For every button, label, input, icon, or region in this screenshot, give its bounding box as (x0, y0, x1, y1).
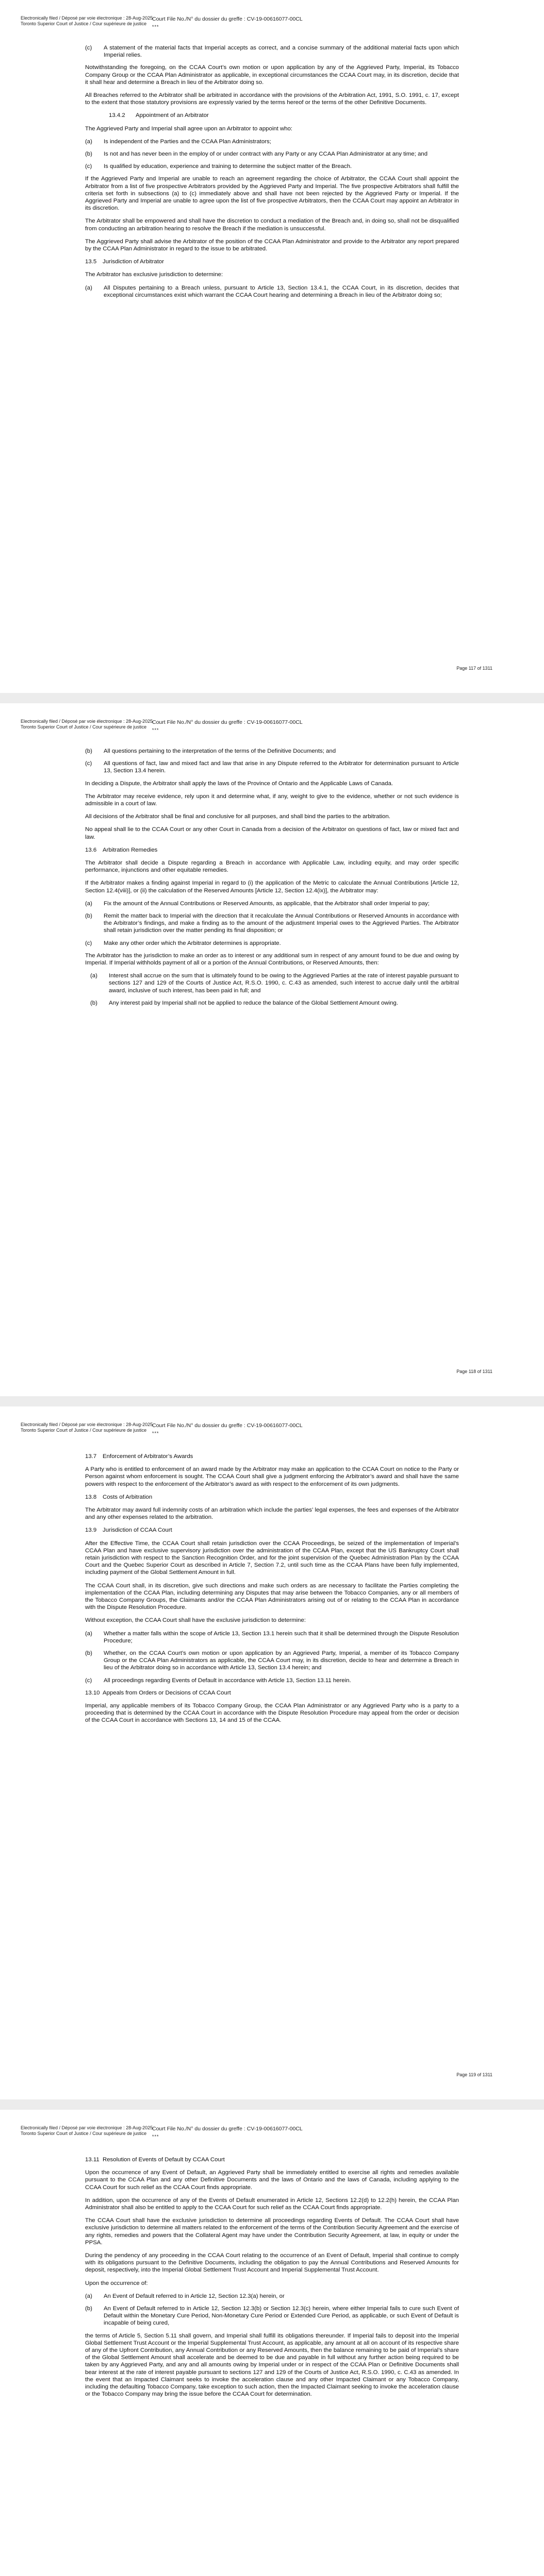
page (0, 1406, 544, 2099)
list-item-label: (a) (85, 2293, 92, 2299)
stamp-line: Toronto Superior Court of Justice / Cour supérieure de justice (21, 2131, 147, 2136)
list-item-text: Is not and has never been in the employ of or under contract with any Party or any CCAA Plan Administrator at any time; and (104, 151, 428, 158)
section-number: 13.11 (85, 2157, 100, 2163)
header-marks: *** (152, 24, 159, 29)
paragraph: During the pendency of any proceeding in the CCAA Court relating to the occurrence of an Event of Default, Imperial shall continue to comply with its obligations pursuant to the Definitive Documents, including the obligation to pay the Annual Contributions and Reserved Amounts for deposit, respectively, into the Imperial Global Settlement Trust Account and Imperial Supplemental Trust Account. (85, 2252, 459, 2274)
list-item (85, 1677, 459, 1684)
list-item-label: (a) (90, 973, 97, 979)
list-item-label: (c) (85, 760, 92, 767)
list-item-text: Any interest paid by Imperial shall not be applied to reduce the balance of the Global Settlement Amount owing. (109, 999, 399, 1006)
list-item-text: Remit the matter back to Imperial with the direction that it recalculate the Annual Contributions or Reserved Amounts in accordance with the Arbitrator’s findings, and make a finding as to the amount of the adjustment Imperial owes to the Aggrieved Parties. The Arbitrator shall retain jurisdiction over the matter pending its final disposition; or (104, 913, 459, 934)
paragraph: After the Effective Time, the CCAA Court shall retain jurisdiction over the CCAA Proceedings, be seized of the implementation of Imperial’s CCAA Plan and have exclusive supervisory jurisdiction over the administration of the CCAA Plan, except that the US Bankruptcy Court shall retain jurisdiction with respect to the Sanction Recognition Order, and for the joint supervision of the Quebec Administration Plan by the CCAA Court and the Quebec Superior Court as described in Article 7, Section 7.2, until such time as the CCAA Plans have been fully implemented, including payment of the Global Settlement Amount in full. (85, 1540, 459, 1576)
list-item (85, 999, 459, 1007)
efiling-stamp (21, 719, 153, 730)
page-header (21, 2125, 459, 2154)
list-item (85, 2305, 459, 2327)
header-marks: *** (152, 1431, 159, 1436)
paragraph: The Aggrieved Party shall advise the Arbitrator of the position of the CCAA Plan Administrator and provide to the Arbitrator any report prepared by the CCAA Plan Administrator in regard to the issue to be arbitrated. (85, 238, 459, 252)
paragraph: Imperial, any applicable members of its Tobacco Company Group, the CCAA Plan Administrator or any Aggrieved Party who is a party to a proceeding that is determined by the CCAA Court in accordance with the Dispute Resolution Procedure may appeal from the order or decision of the CCAA Court in accordance with Sections 13, 14 and 15 of the CCAA. (85, 1703, 459, 1724)
stamp-line: Toronto Superior Court of Justice / Cour supérieure de justice (21, 21, 147, 26)
list-item-text: Make any other order which the Arbitrator determines is appropriate. (104, 940, 281, 946)
efiling-stamp (21, 2125, 153, 2137)
stamp-line: Toronto Superior Court of Justice / Cour supérieure de justice (21, 724, 147, 730)
list-item-label: (b) (85, 151, 92, 158)
paragraph: The Arbitrator has the jurisdiction to make an order as to interest or any additional sum in respect of any amount found to be due and owing by Imperial. If Imperial withholds payment of all or a portion of the Annual Contributions, or Reserved Amounts, then: (85, 952, 459, 967)
section-number: 13.8 (85, 1494, 97, 1500)
paragraph: A Party who is entitled to enforcement of an award made by the Arbitrator may make an application to the CCAA Court on notice to the Party or Person against whom enforcement is sought. The CCAA Court shall give a judgment enforcing the Arbitrator’s award and shall have the same powers with respect to the enforcement of the Arbitrator’s award as with respect to the enforcement of its own judgments. (85, 1466, 459, 1487)
list-item-text: Interest shall accrue on the sum that is ultimately found to be owing to the Aggrieved Parties at the rate of interest payable pursuant to sections 127 and 129 of the Courts of Justice Act, R.S.O. 1990, c. C.43 as amended, such interest to accrue daily until the arbitral award, inclusive of such interest, has been paid in full; and (109, 973, 459, 994)
list-item-text: Is qualified by education, experience and training to determine the subject matter of the Breach. (104, 163, 352, 170)
list-item-text: Whether, on the CCAA Court’s own motion or upon application by an Aggrieved Party, Imperial, a member of its Tobacco Company Group or the CCAA Plan Administrators as applicable, the CCAA Court may, in its discretion, decide to hear and determine a Breach in lieu of the Arbitrator doing so in accordance with Article 13, Section 13.4 herein; and (104, 1650, 459, 1671)
list-item-text: Is independent of the Parties and the CCAA Plan Administrators; (104, 138, 271, 145)
stamp-line: Electronically filed / Déposé par voie électronique : 28-Aug-2025 (21, 1422, 153, 1427)
section-number: 13.7 (85, 1453, 97, 1460)
subsection-heading (85, 112, 459, 119)
section-number: 13.5 (85, 259, 97, 265)
paragraph: The CCAA Court shall, in its discretion, give such directions and make such orders as are necessary to facilitate the Parties completing the implementation of the CCAA Plan, including determining any Disputes that may arise between the Tobacco Companies, any or all members of the Tobacco Company Groups, the Claimants and/or the CCAA Plan Administrators arising out of or relating to the CCAA Plan in accordance with the Dispute Resolution Procedure. (85, 1582, 459, 1611)
list-item-text: Fix the amount of the Annual Contributions or Reserved Amounts, as applicable, that the Arbitrator shall order Imperial to pay; (104, 900, 430, 907)
list-item-label: (b) (85, 1650, 92, 1657)
page-header (21, 15, 459, 44)
list-item-text: Whether a matter falls within the scope of Article 13, Section 13.1 herein such that it shall be determined through the Dispute Resolution Procedure; (104, 1630, 459, 1644)
paragraph: In addition, upon the occurrence of any of the Events of Default enumerated in Article 12, Sections 12.2(d) to 12.2(h) herein, the CCAA Plan Administrator shall also be entitled to apply to the CCAA Court for such relief as the CCAA Court finds appropriate. (85, 2197, 459, 2211)
list-item (85, 2293, 459, 2300)
section-title: Jurisdiction of Arbitrator (103, 259, 164, 265)
efiling-stamp (21, 1422, 153, 1433)
section-title: Appointment of an Arbitrator (136, 112, 209, 119)
header-marks: *** (152, 2134, 159, 2139)
list-item-text: All Disputes pertaining to a Breach unless, pursuant to Article 13, Section 13.4.1, the CCAA Court, in its discretion, decides that exceptional circumstances exist which warrant the CCAA Court hearing and determining a Breach in lieu of the Arbitrator doing so; (104, 284, 459, 298)
list-item (85, 163, 459, 170)
list-item-label: (a) (85, 138, 92, 145)
header-marks: *** (152, 727, 159, 733)
list-item (85, 150, 459, 158)
section-title: Arbitration Remedies (103, 846, 158, 853)
section-heading (85, 1527, 459, 1534)
list-item-label: (c) (85, 163, 92, 170)
list-item (85, 748, 459, 755)
list-item (85, 940, 459, 947)
paragraph: If the Aggrieved Party and Imperial are unable to reach an agreement regarding the choice of Arbitrator, the CCAA Court shall appoint the Arbitrator from a list of five prospective Arbitrators provided by the Aggrieved Party and Imperial. The five prospective Arbitrators shall fulfill the criteria set forth in subsections (a) to (c) immediately above and shall have not been rejected by the Aggrieved Party or Imperial. If the Aggrieved Party and Imperial are unable to agree upon the list of five prospective Arbitrators, then the CCAA Court may appoint an Arbitrator in its discretion. (85, 176, 459, 212)
section-title: Appeals from Orders or Decisions of CCAA Court (103, 1689, 231, 1696)
page-body (85, 748, 459, 1007)
list-item-text: An Event of Default referred to in Article 12, Section 12.3(b) or Section 12.3(c) herein, where either Imperial fails to cure such Event of Default within the Monetary Cure Period, Non-Monetary Cure Period or Extended Cure Period, as applicable, or such Event of Default is incapable of being cured, (104, 2306, 459, 2327)
paragraph: If the Arbitrator makes a finding against Imperial in regard to (i) the application of the Metric to calculate the Annual Contributions [Article 12, Section 12.4(viii)], or (ii) the calculation of the Reserved Amounts [Article 12, Section 12.4(ix)], the Arbitrator may: (85, 880, 459, 894)
section-title: Resolution of Events of Default by CCAA Court (103, 2157, 225, 2163)
list-item-label: (c) (85, 940, 92, 946)
page (0, 2110, 544, 2576)
list-item-text: All proceedings regarding Events of Default in accordance with Article 13, Section 13.11 herein. (104, 1677, 351, 1684)
section-title: Costs of Arbitration (103, 1494, 153, 1500)
list-item (85, 138, 459, 145)
paragraph: No appeal shall lie to the CCAA Court or any other Court in Canada from a decision of the Arbitrator on questions of fact, law or mixed fact and law. (85, 826, 459, 840)
paragraph: All Breaches referred to the Arbitrator shall be arbitrated in accordance with the provisions of the Arbitration Act, 1991, S.O. 1991, c. 17, except to the extent that those statutory provisions are expressly varied by the terms hereof or the terms of the other Definitive Documents. (85, 92, 459, 106)
page-number: Page 119 of 1311 (456, 2072, 492, 2077)
court-file-number: Court File No./N° du dossier du greffe : CV-19-00616077-00CL (152, 2126, 303, 2132)
list-item (85, 972, 459, 994)
list-item (85, 284, 459, 299)
stamp-line: Toronto Superior Court of Justice / Cour supérieure de justice (21, 1428, 147, 1433)
paragraph: Without exception, the CCAA Court shall have the exclusive jurisdiction to determine: (85, 1617, 306, 1624)
page (0, 703, 544, 1396)
page-number: Page 118 of 1311 (456, 1369, 492, 1374)
paragraph: Upon the occurrence of: (85, 2280, 148, 2286)
list-item-text: All questions pertaining to the interpretation of the terms of the Definitive Documents; and (104, 748, 336, 754)
paragraph: The CCAA Court shall have the exclusive jurisdiction to determine all proceedings regarding Events of Default. The CCAA Court shall have exclusive jurisdiction to determine all matters related to the enforcement of the terms of the Contribution Security Agreement and the exercise of any rights, remedies and powers that the Collateral Agent may have under the Contribution Security Agreement, at law, in equity or under the PPSA. (85, 2217, 459, 2246)
section-heading (85, 258, 459, 265)
paragraph: The Arbitrator may award full indemnity costs of an arbitration which include the parties’ legal expenses, the fees and expenses of the Arbitrator and any other expenses related to the arbitration. (85, 1507, 459, 1521)
paragraph: All decisions of the Arbitrator shall be final and conclusive for all purposes, and shall bind the parties to the arbitration. (85, 814, 391, 820)
section-heading (85, 2156, 459, 2163)
page-number: Page 117 of 1311 (456, 666, 492, 671)
list-item-label: (b) (85, 2306, 92, 2312)
section-heading (85, 1494, 459, 1501)
list-item-label: (b) (85, 748, 92, 754)
stamp-line: Electronically filed / Déposé par voie électronique : 28-Aug-2025 (21, 719, 153, 724)
paragraph: In deciding a Dispute, the Arbitrator shall apply the laws of the Province of Ontario and the Applicable Laws of Canada. (85, 780, 393, 787)
stamp-line: Electronically filed / Déposé par voie électronique : 28-Aug-2025 (21, 2125, 153, 2130)
list-item-text: An Event of Default referred to in Article 12, Section 12.3(a) herein, or (104, 2293, 285, 2299)
paragraph: The Arbitrator has exclusive jurisdiction to determine: (85, 272, 223, 278)
page-header (21, 1422, 459, 1451)
stamp-line: Electronically filed / Déposé par voie électronique : 28-Aug-2025 (21, 15, 153, 21)
list-item-label: (a) (85, 1630, 92, 1637)
section-heading (85, 1689, 459, 1697)
paragraph: the terms of Article 5, Section 5.11 shall govern, and Imperial shall fulfill its obligations thereunder. If Imperial fails to deposit into the Imperial Global Settlement Trust Account or the Imperial Supplemental Trust Account, as applicable, any amount at all on account of its respective share of any of the Upfront Contribution, any Annual Contribution or any Reserved Amounts, then the balance remaining to be paid of Imperial’s share of the Global Settlement Amount shall accelerate and be deemed to be due and payable in full without any further action being required to be taken by any Aggrieved Party, and any and all amounts owing by Imperial under or in respect of the CCAA Plan or Definitive Documents shall bear interest at the rate of interest payable pursuant to sections 127 and 129 of the Courts of Justice Act, R.S.O. 1990, c. C.43 as amended. In the event that an Impacted Claimant seeks to invoke the acceleration clause and any other Impacted Claimant or any Tobacco Company, including the defaulting Tobacco Company, take exception to such action, then the Impacted Claimant seeking to invoke the acceleration clause or the Tobacco Company may bring the issue before the CCAA Court for determination. (85, 2332, 459, 2398)
list-item-label: (a) (85, 900, 92, 907)
paragraph: Notwithstanding the foregoing, on the CCAA Court’s own motion or upon application by any of the Aggrieved Party, Imperial, its Tobacco Company Group or the CCAA Plan Administrator as applicable, in exceptional circumstances the CCAA Court may, in its discretion, decide that it shall hear and determine a Breach in lieu of the Arbitrator doing so. (85, 64, 459, 86)
page-header (21, 719, 459, 748)
list-item (85, 912, 459, 935)
paragraph: The Arbitrator shall be empowered and shall have the discretion to conduct a mediation of the Breach and, in doing so, shall not be disqualified from conducting an arbitration hearing to resolve the Breach if the mediation is unsuccessful. (85, 218, 459, 232)
page-body (85, 44, 459, 299)
list-item-label: (a) (85, 284, 92, 291)
list-item-label: (b) (90, 999, 97, 1006)
list-item (85, 1650, 459, 1672)
page-body (85, 2156, 459, 2398)
list-item-label: (b) (85, 913, 92, 920)
list-item (85, 760, 459, 774)
section-number: 13.10 (85, 1689, 100, 1696)
paragraph: The Arbitrator shall decide a Dispute regarding a Breach in accordance with Applicable Law, including equity, and may order specific performance, injunctions and other equitable remedies. (85, 860, 459, 874)
paragraph: The Aggrieved Party and Imperial shall agree upon an Arbitrator to appoint who: (85, 125, 293, 132)
list-item-text: A statement of the material facts that Imperial accepts as correct, and a concise summary of the additional material facts upon which Imperial relies. (104, 45, 459, 59)
section-number: 13.9 (85, 1527, 97, 1534)
paragraph: The Arbitrator may receive evidence, rely upon it and determine what, if any, weight to give to the evidence, whether or not such evidence is admissible in a court of law. (85, 793, 459, 807)
section-heading (85, 1453, 459, 1460)
page-body (85, 1453, 459, 1724)
list-item-label: (c) (85, 1677, 92, 1684)
efiling-stamp (21, 15, 153, 27)
list-item-text: All questions of fact, law and mixed fact and law that arise in any Dispute referred to the Arbitrator for determination pursuant to Article 13, Section 13.4 herein. (104, 760, 459, 774)
section-number: 13.6 (85, 846, 97, 853)
section-title: Enforcement of Arbitrator’s Awards (103, 1453, 193, 1460)
court-file-number: Court File No./N° du dossier du greffe : CV-19-00616077-00CL (152, 16, 303, 22)
section-number: 13.4.2 (109, 112, 125, 119)
paragraph: Upon the occurrence of any Event of Default, an Aggrieved Party shall be immediately entitled to exercise all rights and remedies available pursuant to the CCAA Plan and any other Definitive Documents and the laws of Ontario and the laws of Canada, including applying to the CCAA Court for such relief as the CCAA Court finds appropriate. (85, 2170, 459, 2191)
page (0, 0, 544, 693)
section-heading (85, 846, 459, 854)
list-item (85, 900, 459, 907)
section-title: Jurisdiction of CCAA Court (103, 1527, 172, 1534)
list-item (85, 44, 459, 59)
court-file-number: Court File No./N° du dossier du greffe : CV-19-00616077-00CL (152, 1422, 303, 1429)
list-item (85, 1630, 459, 1645)
list-item-label: (c) (85, 45, 92, 51)
court-file-number: Court File No./N° du dossier du greffe : CV-19-00616077-00CL (152, 719, 303, 725)
